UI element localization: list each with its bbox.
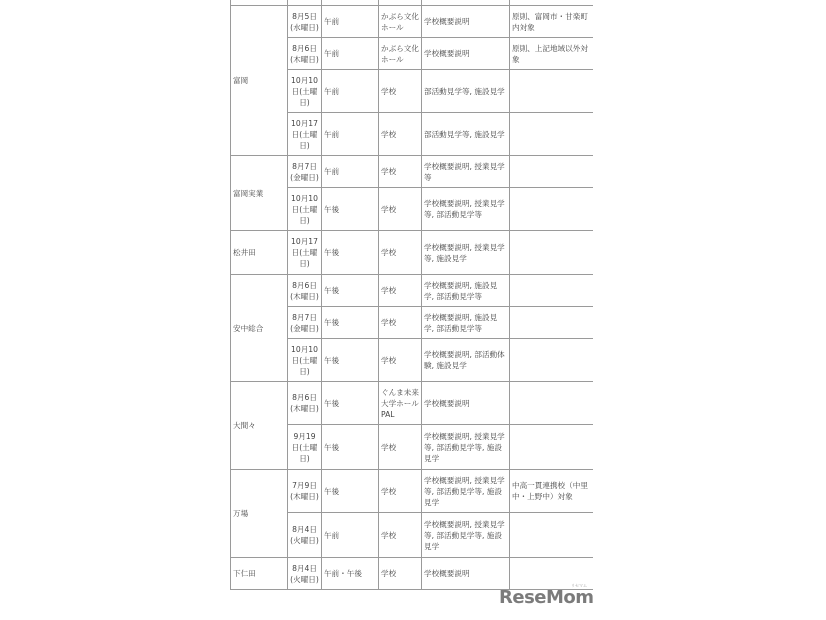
note-cell	[510, 231, 594, 275]
date-cell: 8月5日(水曜日)	[288, 6, 322, 38]
content-cell: 学校概要説明, 授業見学等, 施設見学	[422, 231, 510, 275]
note-cell	[510, 113, 594, 156]
note-cell	[510, 425, 594, 470]
time-cell: 午前	[322, 513, 379, 558]
content-cell: 学校概要説明	[422, 382, 510, 425]
date-cell: 8月7日(金曜日)	[288, 307, 322, 339]
place-cell: 学校	[379, 70, 422, 113]
place-cell: 学校	[379, 558, 422, 590]
resemom-logo-kana: リセマム	[571, 583, 587, 588]
place-cell: 学校	[379, 470, 422, 513]
content-cell: 学校概要説明	[422, 38, 510, 70]
content-cell: 学校概要説明, 施設見学, 部活動見学等	[422, 275, 510, 307]
content-cell: 学校概要説明, 授業見学等, 部活動見学等	[422, 188, 510, 231]
place-cell: 学校	[379, 513, 422, 558]
time-cell: 午後	[322, 470, 379, 513]
note-cell: 中高一貫連携校（中里中・上野中）対象	[510, 470, 594, 513]
table-row	[231, 6, 594, 38]
school-name-cell: 富岡実業	[231, 156, 288, 231]
time-cell: 午後	[322, 382, 379, 425]
date-cell: 7月9日(木曜日)	[288, 470, 322, 513]
school-name-cell: 万場	[231, 470, 288, 558]
content-cell: 学校概要説明	[422, 558, 510, 590]
content-cell: 学校概要説明, 授業見学等, 部活動見学等, 施設見学	[422, 513, 510, 558]
date-cell: 10月17日(土曜日)	[288, 231, 322, 275]
school-name-cell: 大間々	[231, 382, 288, 470]
school-name-cell: 松井田	[231, 231, 288, 275]
date-cell: 9月19日(土曜日)	[288, 425, 322, 470]
school-name-cell: 安中総合	[231, 275, 288, 382]
place-cell: 学校	[379, 188, 422, 231]
note-cell	[510, 339, 594, 382]
time-cell: 午後	[322, 425, 379, 470]
note-cell: 原則、富岡市・甘楽町内対象	[510, 6, 594, 38]
content-cell: 学校概要説明, 部活動体験, 施設見学	[422, 339, 510, 382]
place-cell: 学校	[379, 307, 422, 339]
content-cell: 部活動見学等, 施設見学	[422, 113, 510, 156]
place-cell: ぐんま未来大学ホールPAL	[379, 382, 422, 425]
content-cell: 学校概要説明, 授業見学等, 部活動見学等, 施設見学	[422, 470, 510, 513]
table-row	[231, 382, 594, 425]
table-row	[231, 470, 594, 513]
place-cell: 学校	[379, 231, 422, 275]
table-row	[231, 156, 594, 188]
time-cell: 午後	[322, 231, 379, 275]
table-row	[231, 558, 594, 590]
content-cell: 部活動見学等, 施設見学	[422, 70, 510, 113]
time-cell: 午前	[322, 6, 379, 38]
date-cell: 8月7日(金曜日)	[288, 156, 322, 188]
date-cell: 10月10日(土曜日)	[288, 70, 322, 113]
note-cell	[510, 70, 594, 113]
content-cell: 学校概要説明, 授業見学等	[422, 156, 510, 188]
note-cell	[510, 307, 594, 339]
date-cell: 8月4日(火曜日)	[288, 558, 322, 590]
date-cell: 8月6日(木曜日)	[288, 38, 322, 70]
place-cell: 学校	[379, 156, 422, 188]
time-cell: 午後	[322, 307, 379, 339]
schedule-sheet	[230, 0, 593, 594]
note-cell	[510, 156, 594, 188]
table-row	[231, 231, 594, 275]
time-cell: 午後	[322, 275, 379, 307]
date-cell: 10月17日(土曜日)	[288, 113, 322, 156]
schedule-table	[230, 0, 593, 590]
note-cell	[510, 513, 594, 558]
date-cell: 8月6日(木曜日)	[288, 382, 322, 425]
place-cell: 学校	[379, 113, 422, 156]
table-row	[231, 275, 594, 307]
note-cell	[510, 275, 594, 307]
place-cell: かぶら文化ホール	[379, 38, 422, 70]
date-cell: 10月10日(土曜日)	[288, 339, 322, 382]
content-cell: 学校概要説明, 授業見学等, 部活動見学等, 施設見学	[422, 425, 510, 470]
place-cell: かぶら文化ホール	[379, 6, 422, 38]
date-cell: 8月6日(木曜日)	[288, 275, 322, 307]
resemom-logo: ReseMom	[499, 587, 594, 608]
schedule-body	[231, 0, 594, 590]
note-cell: 原則、上記地域以外対象	[510, 38, 594, 70]
content-cell: 学校概要説明	[422, 6, 510, 38]
note-cell	[510, 382, 594, 425]
place-cell: 学校	[379, 425, 422, 470]
date-cell: 8月4日(火曜日)	[288, 513, 322, 558]
school-name-cell: 下仁田	[231, 558, 288, 590]
time-cell: 午前・午後	[322, 558, 379, 590]
time-cell: 午後	[322, 339, 379, 382]
content-cell: 学校概要説明, 施設見学, 部活動見学等	[422, 307, 510, 339]
time-cell: 午前	[322, 38, 379, 70]
time-cell: 午前	[322, 113, 379, 156]
place-cell: 学校	[379, 275, 422, 307]
school-name-cell: 富岡	[231, 6, 288, 156]
date-cell: 10月10日(土曜日)	[288, 188, 322, 231]
time-cell: 午前	[322, 156, 379, 188]
place-cell: 学校	[379, 339, 422, 382]
time-cell: 午後	[322, 188, 379, 231]
time-cell: 午前	[322, 70, 379, 113]
note-cell	[510, 188, 594, 231]
